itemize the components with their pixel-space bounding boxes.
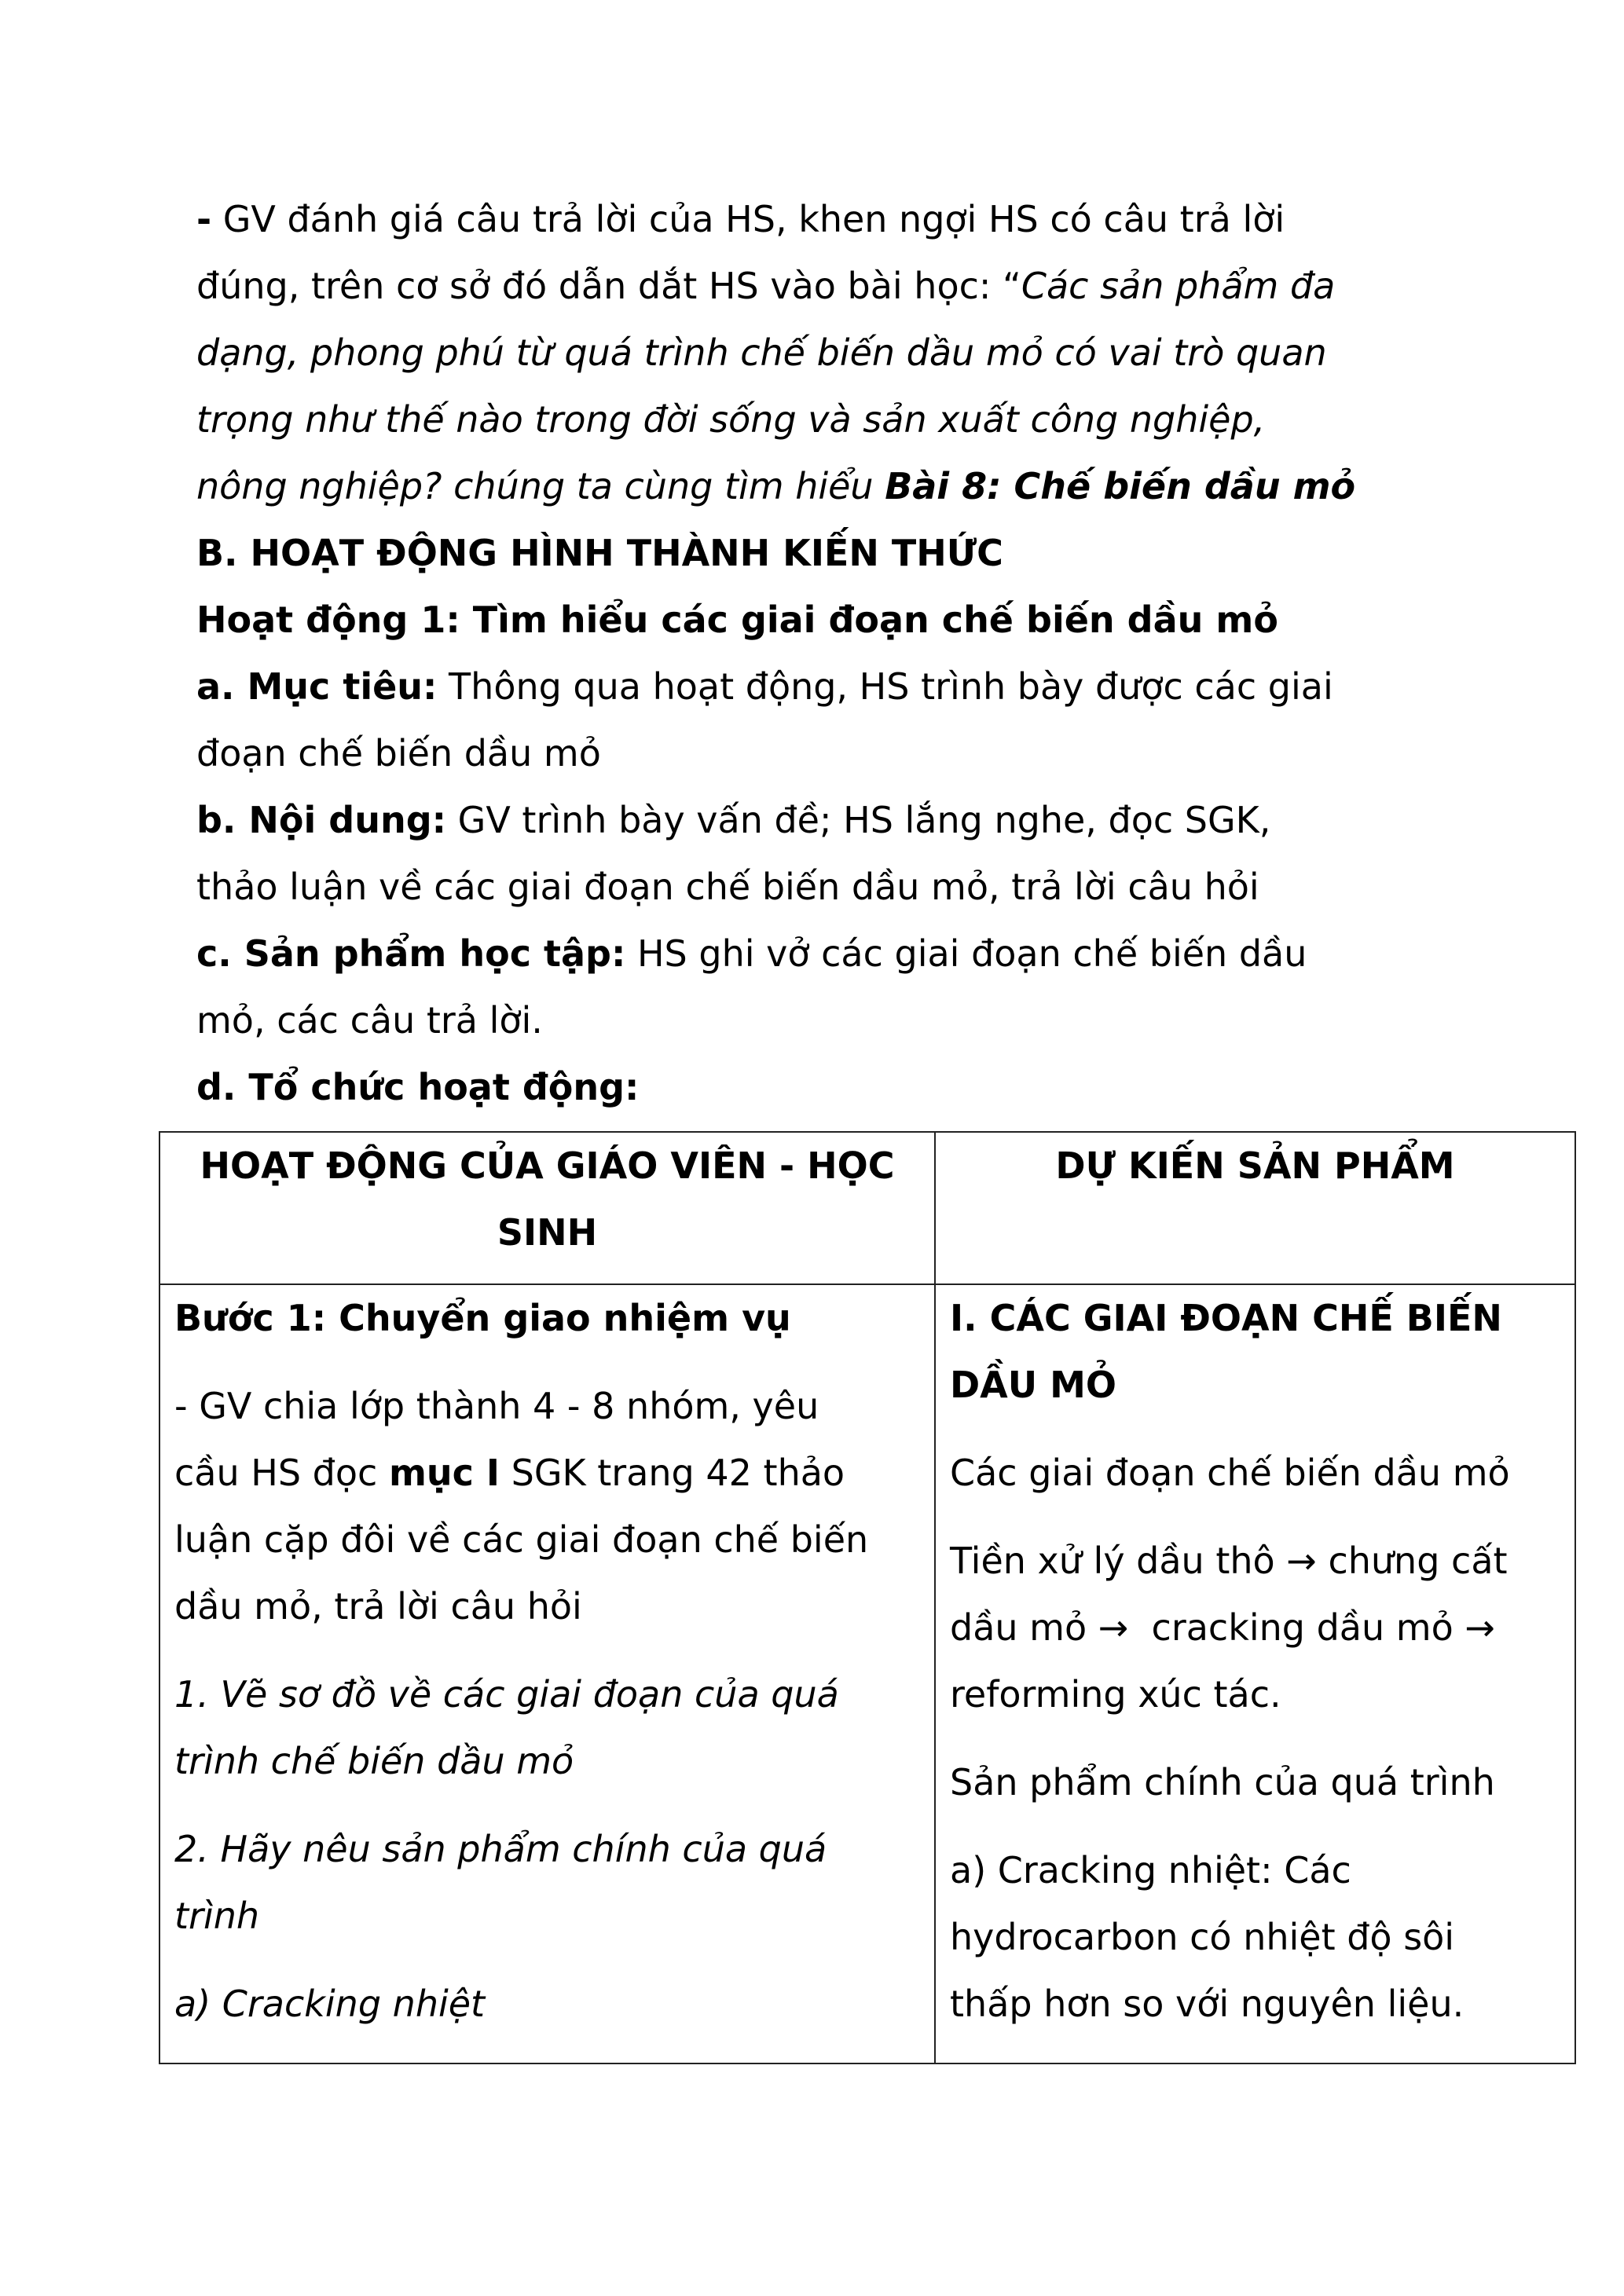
section-heading: B. HOẠT ĐỘNG HÌNH THÀNH KIẾN THỨC (196, 532, 1003, 574)
step-1-title: Bước 1: Chuyển giao nhiệm vụ (174, 1297, 791, 1339)
table-header-row (159, 1132, 1575, 1284)
intro-line-1: - GV đánh giá câu trả lời của HS, khen ngợi HS có câu trả lời (196, 198, 1285, 240)
product-line-2: mỏ, các câu trả lời. (196, 999, 543, 1042)
product-heading: I. CÁC GIAI ĐOẠN CHẾ BIẾN DẦU MỎ (950, 1297, 1502, 1406)
stages-flow: Tiền xử lý dầu thô → chưng cất dầu mỏ → cracking dầu mỏ → reforming xúc tác. (950, 1540, 1508, 1716)
objective-line-2: đoạn chế biến dầu mỏ (196, 732, 601, 774)
question-2a: a) Cracking nhiệt (174, 1983, 486, 2025)
main-products-title: Sản phẩm chính của quá trình (950, 1761, 1495, 1803)
table-row (159, 1284, 1575, 2063)
stages-title: Các giai đoạn chế biến dầu mỏ (950, 1452, 1510, 1494)
content-line-1: b. Nội dung: GV trình bày vấn đề; HS lắng nghe, đọc SGK, (196, 799, 1271, 841)
intro-line-3: dạng, phong phú từ quá trình chế biến dầu mỏ có vai trò quan (196, 331, 1327, 374)
question-2: 2. Hãy nêu sản phẩm chính của quá trình (174, 1828, 827, 1937)
teacher-student-cell (159, 1284, 935, 2063)
organization-heading: d. Tổ chức hoạt động: (196, 1066, 640, 1108)
task-paragraph: - GV chia lớp thành 4 - 8 nhóm, yêu cầu HS đọc mục I SGK trang 42 thảo luận cặp đôi về các giai đoạn chế biến dầu mỏ, trả lời câu hỏi (174, 1385, 869, 1628)
question-1: 1. Vẽ sơ đồ về các giai đoạn của quá trình chế biến dầu mỏ (174, 1673, 839, 1782)
header-expected-product: DỰ KIẾN SẢN PHẨM (935, 1132, 1575, 1284)
intro-line-2: đúng, trên cơ sở đó dẫn dắt HS vào bài học: “Các sản phẩm đa (196, 265, 1336, 307)
expected-product-cell (935, 1284, 1575, 2063)
cracking-answer: a) Cracking nhiệt: Các hydrocarbon có nhiệt độ sôi thấp hơn so với nguyên liệu. (950, 1849, 1465, 2025)
content-line-2: thảo luận về các giai đoạn chế biến dầu mỏ, trả lời câu hỏi (196, 866, 1259, 908)
activity-title: Hoạt động 1: Tìm hiểu các giai đoạn chế biến dầu mỏ (196, 599, 1278, 641)
intro-line-5: nông nghiệp? chúng ta cùng tìm hiểu Bài 8: Chế biến dầu mỏ (196, 465, 1356, 507)
header-teacher-student: HOẠT ĐỘNG CỦA GIÁO VIÊN - HỌC SINH (159, 1132, 935, 1284)
objective-line-1: a. Mục tiêu: Thông qua hoạt động, HS trình bày được các giai (196, 665, 1333, 708)
product-line-1: c. Sản phẩm học tập: HS ghi vở các giai đoạn chế biến dầu (196, 932, 1307, 975)
activity-table (159, 1131, 1576, 2064)
intro-line-4: trọng như thế nào trong đời sống và sản xuất công nghiệp, (196, 398, 1266, 441)
